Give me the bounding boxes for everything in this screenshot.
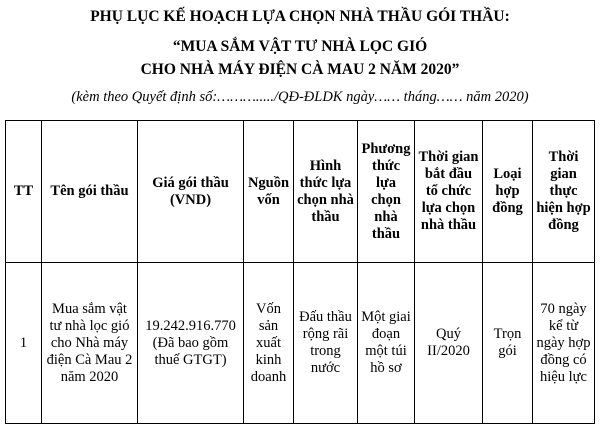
cell-package-name: Mua sắm vật tư nhà lọc gió cho Nhà máy điện Cà Mau 2 năm 2020 — [42, 263, 138, 424]
header-tt: TT — [6, 121, 42, 263]
header-contract-duration: Thời gian thực hiện hợp đồng — [533, 121, 595, 263]
header-start-time: Thời gian bắt đầu tổ chức lựa chọn nhà thầu — [415, 121, 483, 263]
header-package-name: Tên gói thầu — [42, 121, 138, 263]
header-package-price: Giá gói thầu (VND) — [138, 121, 244, 263]
header-selection-method: Phương thức lựa chọn nhà thầu — [358, 121, 415, 263]
table-header-row — [6, 121, 595, 263]
cell-contract-duration: 70 ngày kể từ ngày hợp đồng có hiệu lực — [533, 263, 595, 424]
appendix-title-line-3: CHO NHÀ MÁY ĐIỆN CÀ MAU 2 NĂM 2020” — [140, 61, 460, 78]
cell-selection-method: Một giai đoạn một túi hồ sơ — [358, 263, 415, 424]
header-contract-type: Loại hợp đồng — [483, 121, 533, 263]
table-row — [6, 263, 595, 424]
cell-tt: 1 — [6, 263, 42, 424]
header-funding-source: Nguồn vốn — [244, 121, 294, 263]
cell-package-price: 19.242.916.770 (Đã bao gồm thuế GTGT) — [138, 263, 244, 424]
cell-funding-source: Vốn sản xuất kinh doanh — [244, 263, 294, 424]
decision-reference: (kèm theo Quyết định số:………...../QĐ-ĐLDK ngày…… tháng…… năm 2020) — [71, 89, 529, 105]
appendix-title-line-2: “MUA SẮM VẬT TƯ NHÀ LỌC GIÓ — [172, 38, 428, 55]
appendix-title-line-1: PHỤ LỤC KẾ HOẠCH LỰA CHỌN NHÀ THẦU GÓI THẦU: — [90, 8, 510, 25]
header-selection-form: Hình thức lựa chọn nhà thầu — [294, 121, 358, 263]
cell-contract-type: Trọn gói — [483, 263, 533, 424]
cell-start-time: Quý II/2020 — [415, 263, 483, 424]
cell-selection-form: Đấu thầu rộng rãi trong nước — [294, 263, 358, 424]
procurement-plan-table — [5, 120, 595, 424]
